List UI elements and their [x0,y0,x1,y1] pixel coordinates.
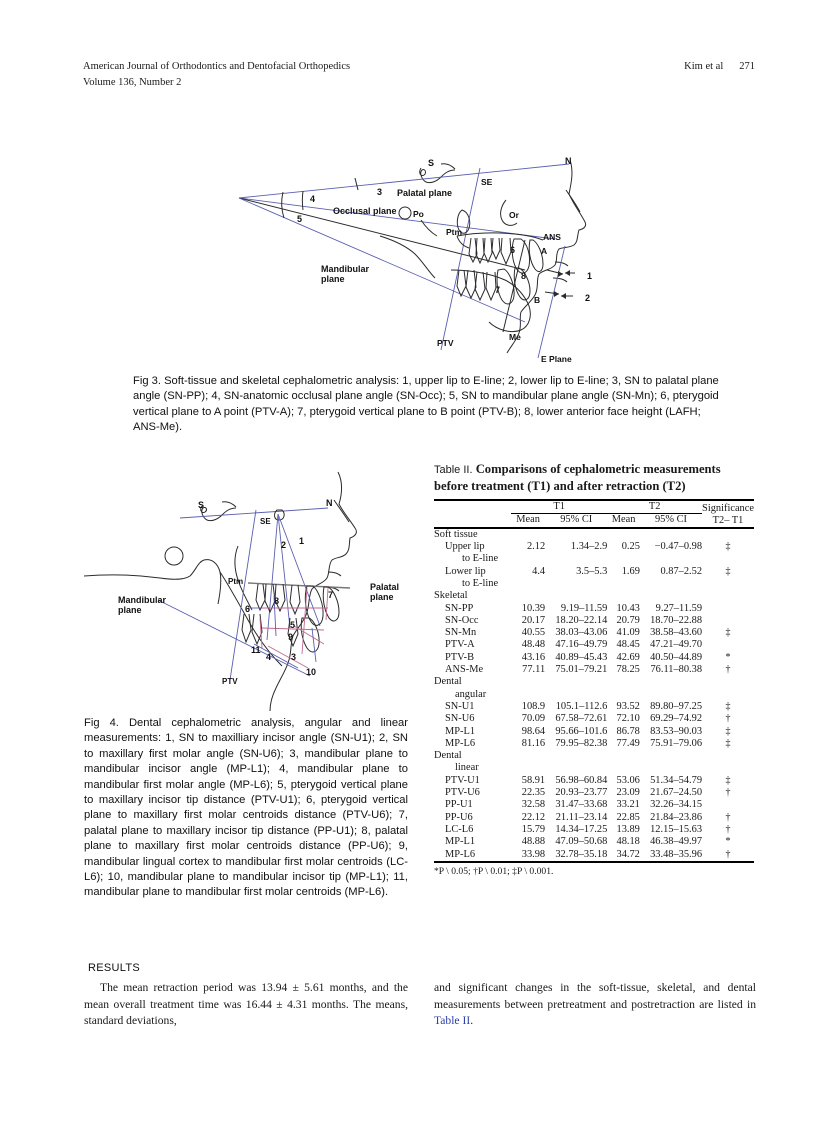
cell-t2-mean: 48.18 [616,836,640,848]
cell-t1-ci: 32.78–35.18 [555,848,608,860]
cell-t2-mean [607,590,640,602]
cell-t1-mean: 58.91 [521,774,546,786]
row-label: angular [455,688,487,700]
fig4-num-2: 2 [281,540,287,550]
cell-t1-mean: 48.88 [521,836,546,848]
cell-t2-mean: 1.69 [621,565,640,577]
table-2-footnote [434,863,754,878]
row-label: Lower lip [445,565,486,577]
significance-line-1: Significance [702,502,754,514]
row-label: PTV-U1 [445,774,480,786]
cell-t1-ci: 3.5–5.3 [576,565,608,577]
cell-t2-mean: 10.43 [616,602,640,614]
table-2-header-t2: T2 [607,500,702,514]
table-2-block [434,462,754,878]
fig4-label-n: N [326,498,333,508]
table-row [434,849,754,861]
row-label: ANS-Me [445,664,484,676]
cell-t1-mean: 15.79 [521,823,546,835]
cell-t1-mean [511,750,545,762]
cell-t2-ci: 46.38–49.97 [650,836,703,848]
fig4-label-palatal-plane-1: Palatal [370,582,400,592]
row-label: MP-L6 [445,848,476,860]
cell-t1-ci [545,762,607,774]
table-2 [434,499,754,861]
cell-significance: ‡ [725,627,731,639]
cell-t2-mean: 93.52 [616,700,640,712]
row-label: Dental [434,750,462,762]
cell-t2-ci [640,750,702,762]
table-row [434,762,754,774]
table-row [434,615,754,627]
cell-t2-mean: 53.06 [616,774,640,786]
table-row [434,566,754,578]
cell-significance: ‡ [725,541,731,553]
cell-t2-ci: 83.53–90.03 [650,725,703,737]
cell-t1-mean: 33.98 [521,848,546,860]
row-label: PTV-A [445,639,475,651]
table-row [434,541,754,553]
cell-t1-ci: 14.34–17.25 [555,823,608,835]
table-row [434,750,754,762]
table-row [434,787,754,799]
cell-t2-mean: 22.85 [616,811,640,823]
cell-significance [702,590,754,602]
cell-t2-ci: 33.48–35.96 [650,848,703,860]
cell-t2-mean: 13.89 [616,823,640,835]
cell-t2-ci: 12.15–15.63 [650,823,703,835]
cell-t2-ci [640,578,702,590]
cell-t2-ci: 9.27–11.59 [655,602,703,614]
row-label: PP-U6 [445,811,473,823]
cell-t1-ci [545,578,607,590]
cell-significance: † [725,823,731,835]
cell-significance [702,615,754,627]
fig3-label-se: SE [481,177,493,187]
table-2-group-header-row [434,500,754,514]
row-label: MP-L6 [445,737,476,749]
fig3-label-a: A [541,246,548,256]
cell-t2-ci: 0.87–2.52 [660,565,703,577]
cell-significance [702,676,754,688]
cell-t1-mean: 32.58 [521,799,546,811]
cell-t1-mean: 20.17 [521,614,546,626]
cell-t2-mean: 86.78 [616,725,640,737]
cell-t2-ci [640,528,702,541]
cell-t2-mean: 33.21 [616,799,640,811]
cell-significance: ‡ [725,737,731,749]
cell-significance [702,553,754,565]
cell-t2-mean [607,750,640,762]
table-2-blank-cell [434,514,511,528]
significance-line-2: T2– T1 [712,514,744,526]
cell-significance: ‡ [725,565,731,577]
fig3-num-2: 2 [585,293,591,303]
row-label: SN-U1 [445,700,475,712]
cell-significance [702,762,754,774]
cell-significance: † [725,811,731,823]
table-row [434,639,754,651]
row-label: Dental [434,676,462,688]
fig4-num-8: 8 [274,596,280,606]
table-row [434,603,754,615]
cell-t1-mean: 108.9 [521,700,546,712]
row-label: PTV-B [445,651,475,663]
fig3-label-palatal-plane: Palatal plane [397,188,453,198]
fig3-num-1: 1 [587,271,593,281]
cell-t2-mean: 48.45 [616,639,640,651]
table-2-title-text: Comparisons of cephalometric measurements before treatment (T1) and after retraction (T2) [434,462,721,493]
table-row [434,824,754,836]
table-row [434,652,754,664]
results-paragraph-right [434,980,756,1030]
fig3-label-occlusal-plane: Occlusal plane [333,206,397,216]
results-paragraph-left: The mean retraction period was 13.94 ± 5.61 months, and the mean overall treatment time was 16.44 ± 4.31 months. The means, standard deviations, [84,981,408,1027]
cell-t2-ci: 38.58–43.60 [650,627,703,639]
table-2-header-t1-ci: 95% CI [560,514,593,526]
cell-t1-mean: 43.16 [521,651,546,663]
fig3-label-n: N [565,156,572,166]
cell-t1-mean: 48.48 [521,639,546,651]
cell-significance: * [725,651,731,663]
fig4-num-9: 9 [288,632,294,642]
cell-t2-mean [607,578,640,590]
fig3-label-e-plane: E Plane [541,354,572,364]
cell-t1-ci: 1.34–2.9 [570,541,608,553]
cell-t1-ci: 67.58–72.61 [555,713,608,725]
table-2-header-significance [702,500,754,528]
cell-t2-mean: 42.69 [616,651,640,663]
cell-t1-ci: 79.95–82.38 [555,737,608,749]
cell-t1-mean [511,689,545,701]
table-2-title [434,462,754,494]
fig4-num-11: 11 [251,645,261,655]
cell-t2-mean [607,676,640,688]
cell-significance [702,639,754,651]
cell-t1-mean: 4.4 [532,565,546,577]
table-row [434,701,754,713]
cell-t1-ci: 38.03–43.06 [555,627,608,639]
fig3-label-ans: ANS [543,232,561,242]
cell-t1-mean: 98.64 [521,725,546,737]
cell-significance: † [725,787,731,799]
fig4-label-ptv: PTV [222,677,238,686]
fig3-label-me: Me [509,332,521,342]
fig4-num-3: 3 [291,652,297,662]
table-row [434,812,754,824]
cell-t2-ci [640,553,702,565]
results-left-column [84,980,408,1030]
cell-t1-mean [511,553,545,565]
fig3-label-ptv: PTV [437,338,454,348]
figure-4-image [62,468,414,713]
cell-significance [702,603,754,615]
cell-t1-mean [511,528,545,541]
row-label: to E-line [462,577,499,589]
cell-t1-ci: 18.20–22.14 [555,614,608,626]
row-label: Soft tissue [434,528,478,540]
cell-significance: ‡ [725,774,731,786]
cell-t2-ci: 75.91–79.06 [650,737,703,749]
cell-t1-ci: 105.1–112.6 [555,700,608,712]
cell-t1-ci [545,689,607,701]
row-label: SN-Mn [445,627,477,639]
cell-t2-mean: 34.72 [616,848,640,860]
table-row [434,738,754,750]
table-2-header-t2-mean: Mean [611,514,636,526]
cell-t2-ci: 51.34–54.79 [650,774,703,786]
cell-t2-ci: 32.26–34.15 [650,799,703,811]
table-row [434,775,754,787]
right-text-pre: and significant changes in the soft-tissue, skeletal, and dental measurements between pretreatment and postretraction are listed in [434,981,756,1011]
fig3-label-po: Po [413,209,424,219]
cell-t1-ci [545,553,607,565]
results-heading: RESULTS [88,962,141,974]
row-label: PP-U1 [445,799,473,811]
fig4-label-palatal-plane-2: plane [370,592,394,602]
table-2-corner-cell [434,500,511,514]
row-label: SN-PP [445,602,474,614]
row-label: MP-L1 [445,836,476,848]
cell-t2-ci [640,590,702,602]
fig4-num-10: 10 [306,667,317,677]
fig3-num-8: 8 [521,271,527,281]
table-row [434,553,754,565]
row-label: LC-L6 [445,823,474,835]
row-label: MP-L1 [445,725,476,737]
cell-t2-ci: 89.80–97.25 [650,700,703,712]
right-text-post: . [470,1014,474,1027]
fig4-num-4: 4 [266,652,272,662]
cell-t2-mean: 20.79 [616,614,640,626]
table-row [434,578,754,590]
cell-t1-ci: 47.09–50.68 [555,836,608,848]
table-2-header-t2-ci: 95% CI [654,514,687,526]
fig4-num-1: 1 [299,536,305,546]
table-row [434,627,754,639]
cell-t2-ci [640,762,702,774]
fig4-label-s: S [198,500,205,510]
cell-t1-mean: 70.09 [521,713,546,725]
authors-short: Kim et al [684,61,724,72]
cell-t2-ci: 21.84–23.86 [650,811,703,823]
cell-t1-ci: 40.89–45.43 [555,651,608,663]
row-label: Upper lip [445,541,485,553]
cell-t2-mean: 72.10 [616,713,640,725]
fig4-num-6: 6 [245,604,251,614]
cell-t1-mean: 81.16 [521,737,546,749]
cell-t1-mean [511,590,545,602]
figure-4-caption: Fig 4. Dental cephalometric analysis, angular and linear measurements: 1, SN to maxilliary incisor angle (SN-U1); 2, SN to maxillary first molar angle (SN-U6); 3, mandibular plane to mandibular incisor angle (MP-L1); 4, mandibular plane to mandibular first molar angle (MP-L6); 5, pterygoid vertical plane to maxillary incisor tip distance (PTV-U1); 6, pterygoid vertical plane to maxillary first molar centroids distance (PTV-U6); 7, palatal plane to maxillary incisor tip distance (PP-U1); 8, palatal plane to maxillary first molar centroids distance (PP-U6); 9, mandibular lingual cortex to mandibular first molar centroids (LC-L6); 10, mandibular plane to mandibular incisor tip (MP-L1); 11, mandibular plane to mandibular first molar centroids (MP-L6). [84,717,408,899]
cell-significance: ‡ [725,725,731,737]
cell-t1-ci: 47.16–49.79 [555,639,608,651]
volume-issue: Volume 136, Number 2 [83,76,182,88]
cell-t2-ci: 47.21–49.70 [650,639,703,651]
cell-significance [702,528,754,541]
cell-t2-ci: 76.11–80.38 [650,664,703,676]
cell-t2-mean: 41.09 [616,627,640,639]
cell-significance: * [725,836,731,848]
cell-t2-ci: −0.47–0.98 [654,541,703,553]
fig3-num-5: 5 [297,214,303,224]
running-head [83,60,755,90]
cell-t1-mean [511,676,545,688]
cell-significance: † [725,664,731,676]
fig3-num-3: 3 [377,187,383,197]
table-row [434,799,754,811]
cell-significance [702,750,754,762]
table-row [434,528,754,541]
page-number: 271 [739,61,755,72]
fig3-num-7: 7 [495,285,501,295]
cell-t1-mean [511,578,545,590]
table-2-crossref-link[interactable]: Table II [434,1014,471,1027]
journal-name: American Journal of Orthodontics and Dentofacial Orthopedics [83,61,351,72]
cell-significance [702,799,754,811]
fig3-num-4: 4 [310,194,316,204]
cell-t1-ci: 21.11–23.14 [555,811,608,823]
cell-t1-ci: 9.19–11.59 [560,602,608,614]
cell-t1-ci: 75.01–79.21 [555,664,608,676]
cell-t2-ci [640,689,702,701]
table-2-head [434,500,754,528]
cell-t1-ci: 95.66–101.6 [555,725,608,737]
cell-t2-ci: 18.70–22.88 [650,614,703,626]
cell-t1-ci: 20.93–23.77 [555,787,608,799]
cell-t1-ci [545,528,607,541]
cell-t2-ci [640,676,702,688]
fig4-label-se: SE [260,517,271,526]
footnote-text: *P \ 0.05; †P \ 0.01; ‡P \ 0.001. [434,865,554,877]
table-row [434,726,754,738]
cell-t2-mean [607,689,640,701]
fig3-label-mandibular-plane-2: plane [321,274,345,284]
fig4-num-7: 7 [328,590,334,600]
fig3-label-or: Or [509,210,519,220]
results-right-column [434,980,756,1030]
fig4-label-ptm: Ptm [228,577,244,586]
cell-t1-ci: 31.47–33.68 [555,799,608,811]
figure-3-image [225,150,605,370]
table-2-label: Table II. [434,464,473,476]
cell-t1-mean: 22.35 [521,787,546,799]
table-2-header-t1-mean: Mean [516,514,540,526]
running-head-right [684,60,755,75]
fig4-label-mandibular-plane-1: Mandibular [118,595,167,605]
table-row [434,676,754,688]
row-label: SN-Occ [445,614,479,626]
table-2-body [434,528,754,861]
fig3-label-b: B [534,295,541,305]
fig3-label-s: S [428,158,435,168]
cell-t1-mean [511,762,545,774]
cell-t1-mean: 22.12 [521,811,546,823]
cell-t1-ci [545,676,607,688]
cell-significance: ‡ [725,700,731,712]
fig3-label-ptm: Ptm [446,227,463,237]
table-row [434,689,754,701]
fig3-label-mandibular-plane-1: Mandibular [321,264,370,274]
figure-3-caption: Fig 3. Soft-tissue and skeletal cephalometric analysis: 1, upper lip to E-line; 2, lower lip to E-line; 3, SN to palatal plane angle (SN-PP); 4, SN-anatomic occlusal plane angle (SN-Occ); 5, SN to mandibular plane angle (SN-Mn); 6, pterygoid vertical plane to A point (PTV-A); 7, pterygoid vertical plane to B point (PTV-B); 8, lower anterior face height (LAFH; ANS-Me). [133,375,719,434]
fig4-num-5: 5 [290,620,296,630]
cell-t2-mean: 77.49 [616,737,640,749]
cell-t2-mean [607,528,640,541]
cell-significance: † [725,848,731,860]
cell-t2-mean: 23.09 [616,787,640,799]
cell-t1-ci [545,750,607,762]
table-2-header-t1: T1 [511,500,607,514]
row-label: to E-line [462,553,499,565]
cell-t2-ci: 21.67–24.50 [650,787,703,799]
row-label: Skeletal [434,590,468,602]
cell-significance [702,689,754,701]
cell-significance [702,578,754,590]
cell-t2-mean [607,553,640,565]
cell-t2-mean [607,762,640,774]
row-label: SN-U6 [445,713,475,725]
table-row [434,836,754,848]
cell-t1-ci [545,590,607,602]
cell-t2-ci: 40.50–44.89 [650,651,703,663]
cell-t1-mean: 2.12 [526,541,546,553]
cell-significance: † [725,713,731,725]
cell-t1-mean: 10.39 [521,602,546,614]
cell-t2-ci: 69.29–74.92 [650,713,703,725]
table-row [434,590,754,602]
table-row [434,664,754,676]
fig3-num-6: 6 [510,245,516,255]
cell-t1-mean: 77.11 [522,664,546,676]
cell-t2-mean: 78.25 [616,664,640,676]
cell-t1-ci: 56.98–60.84 [555,774,608,786]
row-label: PTV-U6 [445,787,480,799]
fig4-label-mandibular-plane-2: plane [118,605,142,615]
table-row [434,713,754,725]
row-label: linear [455,762,479,774]
cell-t2-mean: 0.25 [621,541,640,553]
cell-t1-mean: 40.55 [521,627,546,639]
